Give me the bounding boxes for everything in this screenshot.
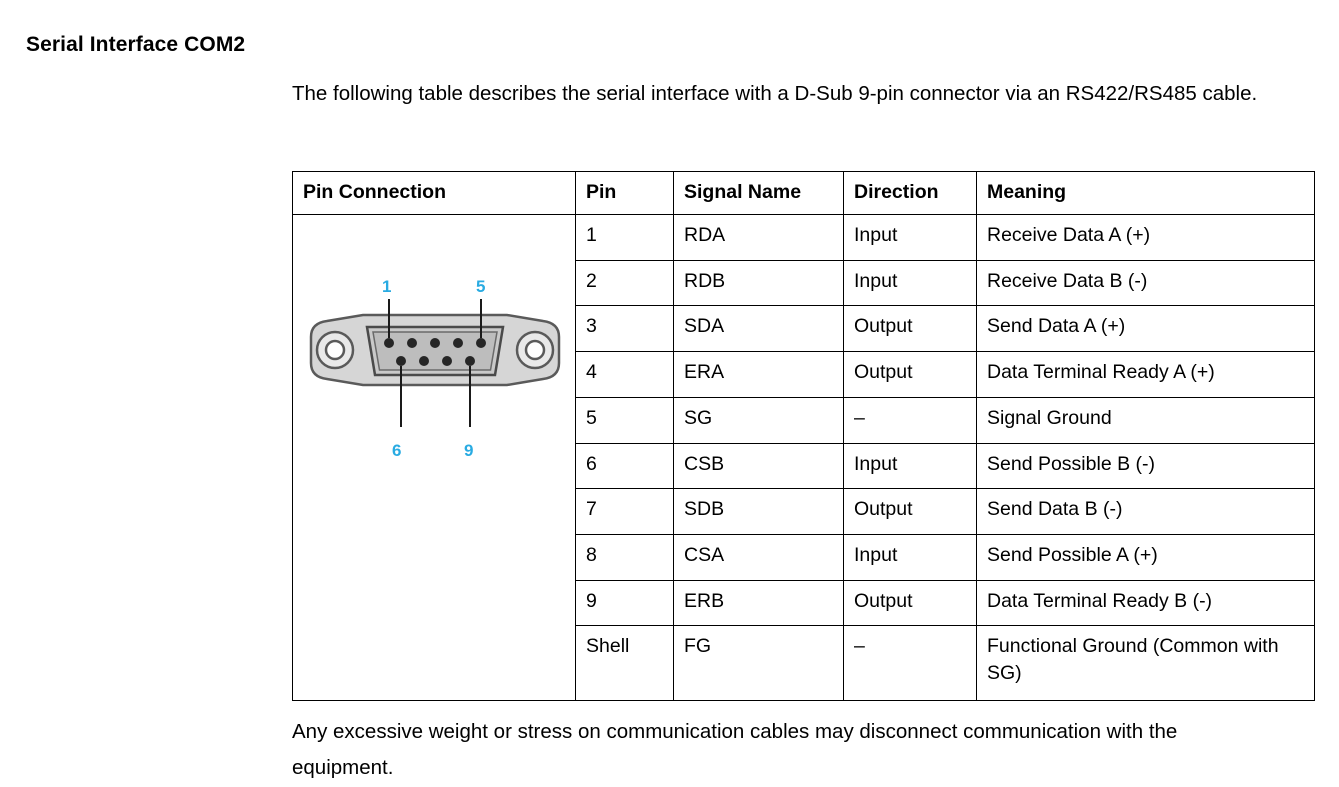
cell-signal: CSB (674, 443, 844, 489)
cell-direction: Input (844, 215, 977, 261)
cell-meaning: Data Terminal Ready A (+) (977, 352, 1315, 398)
cell-signal: RDB (674, 260, 844, 306)
cell-pin: 7 (576, 489, 674, 535)
cell-direction: – (844, 626, 977, 701)
cell-meaning: Data Terminal Ready B (-) (977, 580, 1315, 626)
cell-direction: – (844, 397, 977, 443)
cell-meaning: Send Possible B (-) (977, 443, 1315, 489)
cell-pin: 5 (576, 397, 674, 443)
cell-meaning: Send Possible A (+) (977, 535, 1315, 581)
cell-signal: RDA (674, 215, 844, 261)
page-title: Serial Interface COM2 (26, 33, 246, 56)
intro-paragraph: The following table describes the serial interface with a D-Sub 9-pin connector via an RS422/RS485 cable. (292, 82, 1258, 105)
header-pin: Pin (576, 172, 674, 215)
cell-signal: FG (674, 626, 844, 701)
cell-meaning: Send Data B (-) (977, 489, 1315, 535)
cell-direction: Output (844, 489, 977, 535)
cell-pin: 2 (576, 260, 674, 306)
cell-meaning: Send Data A (+) (977, 306, 1315, 352)
cell-meaning: Receive Data B (-) (977, 260, 1315, 306)
pin-label-top-left: 1 (382, 277, 392, 296)
cell-pin: Shell (576, 626, 674, 701)
cell-pin: 8 (576, 535, 674, 581)
pin-label-bottom-left: 6 (392, 441, 402, 460)
cell-direction: Input (844, 260, 977, 306)
cell-pin: 9 (576, 580, 674, 626)
cell-signal: SG (674, 397, 844, 443)
cell-meaning: Signal Ground (977, 397, 1315, 443)
cell-direction: Output (844, 352, 977, 398)
table-row (293, 215, 1315, 261)
connector-diagram-cell (293, 215, 576, 701)
cell-signal: SDB (674, 489, 844, 535)
cell-direction: Input (844, 443, 977, 489)
outro-paragraph: Any excessive weight or stress on communication cables may disconnect communication with the equipment. (292, 720, 1178, 779)
cell-pin: 4 (576, 352, 674, 398)
cell-signal: ERA (674, 352, 844, 398)
dsub9-connector-diagram (293, 215, 576, 465)
pin-assignment-table (292, 171, 1315, 701)
table-header-row (293, 172, 1315, 215)
cell-signal: ERB (674, 580, 844, 626)
cell-pin: 3 (576, 306, 674, 352)
cell-meaning: Receive Data A (+) (977, 215, 1315, 261)
header-meaning: Meaning (977, 172, 1315, 215)
header-pin-connection: Pin Connection (293, 172, 576, 215)
header-direction: Direction (844, 172, 977, 215)
cell-signal: CSA (674, 535, 844, 581)
cell-pin: 1 (576, 215, 674, 261)
header-signal-name: Signal Name (674, 172, 844, 215)
cell-direction: Output (844, 306, 977, 352)
dsub9-connector-icon (293, 215, 576, 465)
cell-direction: Input (844, 535, 977, 581)
cell-pin: 6 (576, 443, 674, 489)
cell-meaning: Functional Ground (Common with SG) (977, 626, 1315, 701)
cell-signal: SDA (674, 306, 844, 352)
cell-direction: Output (844, 580, 977, 626)
pin-label-top-right: 5 (476, 277, 486, 296)
pin-label-bottom-right: 9 (464, 441, 474, 460)
